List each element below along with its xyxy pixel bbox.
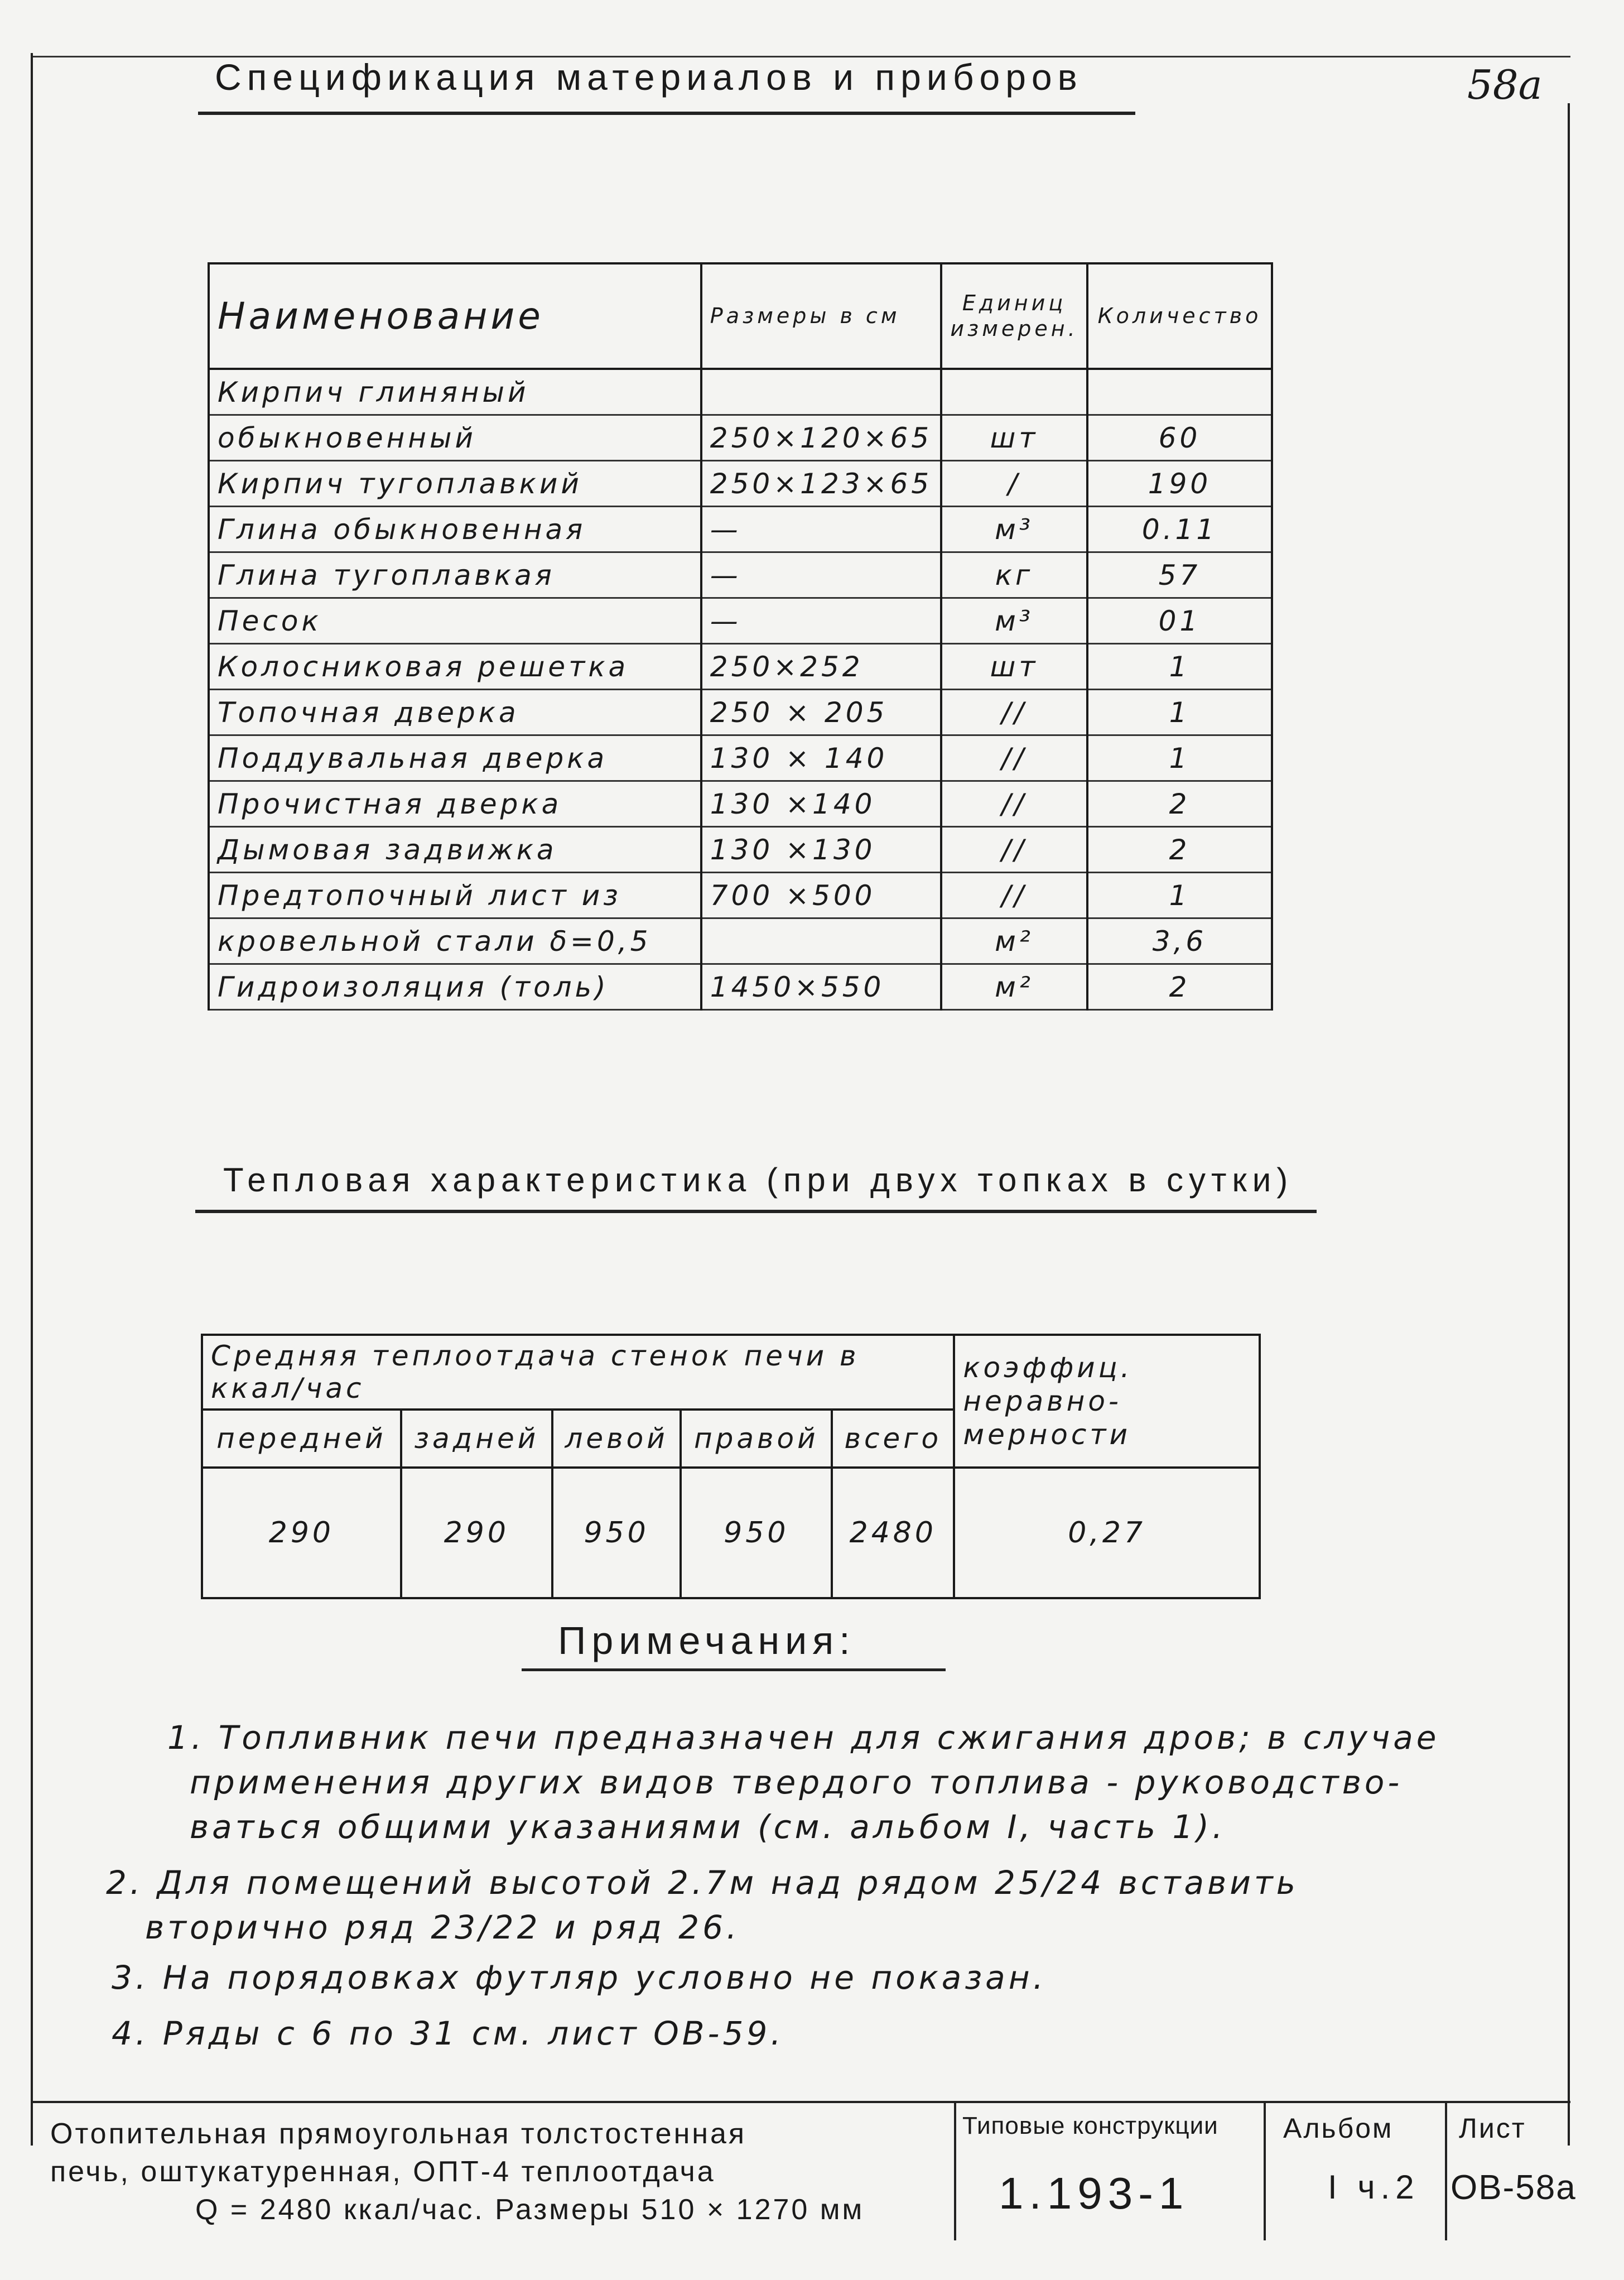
title-block-divider [1445, 2101, 1447, 2240]
col-header-size: Размеры в см [701, 263, 941, 369]
series-label: Типовые конструкции [962, 2112, 1218, 2139]
drawing-title-line: печь, оштукатуренная, ОПТ-4 теплоотдача [50, 2156, 716, 2188]
heat-title-underline [195, 1210, 1317, 1213]
cell-qty: 2 [1087, 781, 1272, 827]
drawing-title-line: Q = 2480 ккал/час. Размеры 510 × 1270 мм [195, 2194, 865, 2226]
drawing-title-line: Отопительная прямоугольная толстостенная [50, 2118, 747, 2150]
cell-name: Песок [209, 598, 701, 644]
cell-qty: 1 [1087, 873, 1272, 918]
cell-size: 130 ×140 [701, 781, 941, 827]
title-block-divider [954, 2101, 956, 2240]
cell-name: Прочистная дверка [209, 781, 701, 827]
cell-unit [941, 369, 1087, 415]
notes-title: Примечания: [558, 1619, 856, 1662]
cell-name: Кирпич глиняный [209, 369, 701, 415]
cell-unit: шт [941, 415, 1087, 461]
col-header-qty: Количество [1087, 263, 1272, 369]
cell-name: обыкновенный [209, 415, 701, 461]
col-header-name: Наименование [209, 263, 701, 369]
cell-qty: 60 [1087, 415, 1272, 461]
note-line: ваться общими указаниями (см. альбом I, часть 1). [190, 1808, 1226, 1846]
table-row [209, 415, 1272, 461]
cell-unit: м³ [941, 507, 1087, 552]
cell-size: 250×123×65 [701, 461, 941, 507]
heat-table [201, 1334, 1261, 1599]
materials-table [208, 262, 1273, 1011]
table-row [209, 735, 1272, 781]
cell-unit: / [941, 461, 1087, 507]
cell-qty [1087, 369, 1272, 415]
table-row [209, 827, 1272, 873]
heat-val-left: 950 [552, 1468, 681, 1598]
table-row [209, 552, 1272, 598]
cell-name: Глина тугоплавкая [209, 552, 701, 598]
cell-unit: м² [941, 918, 1087, 964]
cell-qty: 1 [1087, 644, 1272, 690]
cell-unit: // [941, 690, 1087, 735]
heat-title: Тепловая характеристика (при двух топках в сутки) [223, 1161, 1294, 1199]
cell-name: Кирпич тугоплавкий [209, 461, 701, 507]
coef-value: 0,27 [954, 1468, 1260, 1598]
heat-val-back: 290 [401, 1468, 552, 1598]
cell-name: Дымовая задвижка [209, 827, 701, 873]
table-row [209, 507, 1272, 552]
cell-size: — [701, 507, 941, 552]
title-underline [198, 112, 1135, 115]
cell-qty: 3,6 [1087, 918, 1272, 964]
table-row [209, 964, 1272, 1010]
cell-unit: // [941, 735, 1087, 781]
cell-size: 250×120×65 [701, 415, 941, 461]
sheet-value: ОВ-58а [1450, 2168, 1577, 2207]
cell-unit: // [941, 827, 1087, 873]
table-header-row [209, 263, 1272, 369]
cell-unit: // [941, 873, 1087, 918]
cell-qty: 01 [1087, 598, 1272, 644]
heat-col-back: задней [401, 1410, 552, 1468]
cell-size: 1450×550 [701, 964, 941, 1010]
cell-name: кровельной стали δ=0,5 [209, 918, 701, 964]
cell-qty: 1 [1087, 735, 1272, 781]
table-row [209, 873, 1272, 918]
cell-qty: 2 [1087, 827, 1272, 873]
cell-name: Топочная дверка [209, 690, 701, 735]
cell-qty: 190 [1087, 461, 1272, 507]
drawing-title [50, 2115, 864, 2229]
heat-group-header: Средняя теплоотдача стенок печи в ккал/час [202, 1335, 954, 1410]
page-title: Спецификация материалов и приборов [215, 56, 1083, 98]
note-line: применения других видов твердого топлива - руководство- [190, 1763, 1403, 1801]
note-line: 3. На порядовках футляр условно не показан. [112, 1959, 1047, 1997]
heat-col-front: передней [202, 1410, 401, 1468]
frame-left-line [31, 53, 33, 2146]
cell-size: 700 ×500 [701, 873, 941, 918]
cell-qty: 1 [1087, 690, 1272, 735]
cell-unit: // [941, 781, 1087, 827]
table-row [209, 690, 1272, 735]
cell-size: 250 × 205 [701, 690, 941, 735]
cell-unit: кг [941, 552, 1087, 598]
coef-header: коэффиц. неравно-мерности [954, 1335, 1260, 1468]
cell-size: 250×252 [701, 644, 941, 690]
title-block-divider [1264, 2101, 1266, 2240]
cell-size [701, 369, 941, 415]
cell-unit: шт [941, 644, 1087, 690]
title-block-top-line [31, 2101, 1570, 2103]
cell-size: — [701, 552, 941, 598]
cell-size: — [701, 598, 941, 644]
table-row [202, 1335, 1260, 1410]
cell-name: Глина обыкновенная [209, 507, 701, 552]
table-row [209, 644, 1272, 690]
notes-underline [522, 1668, 946, 1671]
cell-qty: 0.11 [1087, 507, 1272, 552]
table-row [209, 369, 1272, 415]
table-row [209, 781, 1272, 827]
heat-col-left: левой [552, 1410, 681, 1468]
table-row [209, 598, 1272, 644]
sheet-number: 58a [1467, 61, 1543, 108]
table-row [209, 918, 1272, 964]
table-row [209, 461, 1272, 507]
cell-name: Колосниковая решетка [209, 644, 701, 690]
col-header-unit: Единиц измерен. [941, 263, 1087, 369]
album-label: Альбом [1283, 2113, 1394, 2144]
note-line: 2. Для помещений высотой 2.7м над рядом 25/24 вставить [106, 1864, 1299, 1902]
heat-val-total: 2480 [832, 1468, 954, 1598]
series-value: 1.193-1 [999, 2168, 1189, 2218]
heat-val-right: 950 [681, 1468, 832, 1598]
cell-size: 130 × 140 [701, 735, 941, 781]
frame-right-line [1568, 103, 1570, 2146]
cell-name: Предтопочный лист из [209, 873, 701, 918]
heat-col-total: всего [832, 1410, 954, 1468]
cell-size [701, 918, 941, 964]
cell-name: Гидроизоляция (толь) [209, 964, 701, 1010]
table-row [202, 1468, 1260, 1598]
cell-name: Поддувальная дверка [209, 735, 701, 781]
sheet-label: Лист [1459, 2113, 1526, 2144]
heat-val-front: 290 [202, 1468, 401, 1598]
cell-qty: 57 [1087, 552, 1272, 598]
album-value: I ч.2 [1328, 2168, 1420, 2206]
note-line: вторично ряд 23/22 и ряд 26. [145, 1908, 740, 1946]
cell-unit: м³ [941, 598, 1087, 644]
note-line: 1. Топливник печи предназначен для сжигания дров; в случае [167, 1719, 1440, 1757]
heat-col-right: правой [681, 1410, 832, 1468]
cell-qty: 2 [1087, 964, 1272, 1010]
note-line: 4. Ряды с 6 по 31 см. лист ОВ-59. [112, 2014, 784, 2052]
cell-size: 130 ×130 [701, 827, 941, 873]
cell-unit: м² [941, 964, 1087, 1010]
